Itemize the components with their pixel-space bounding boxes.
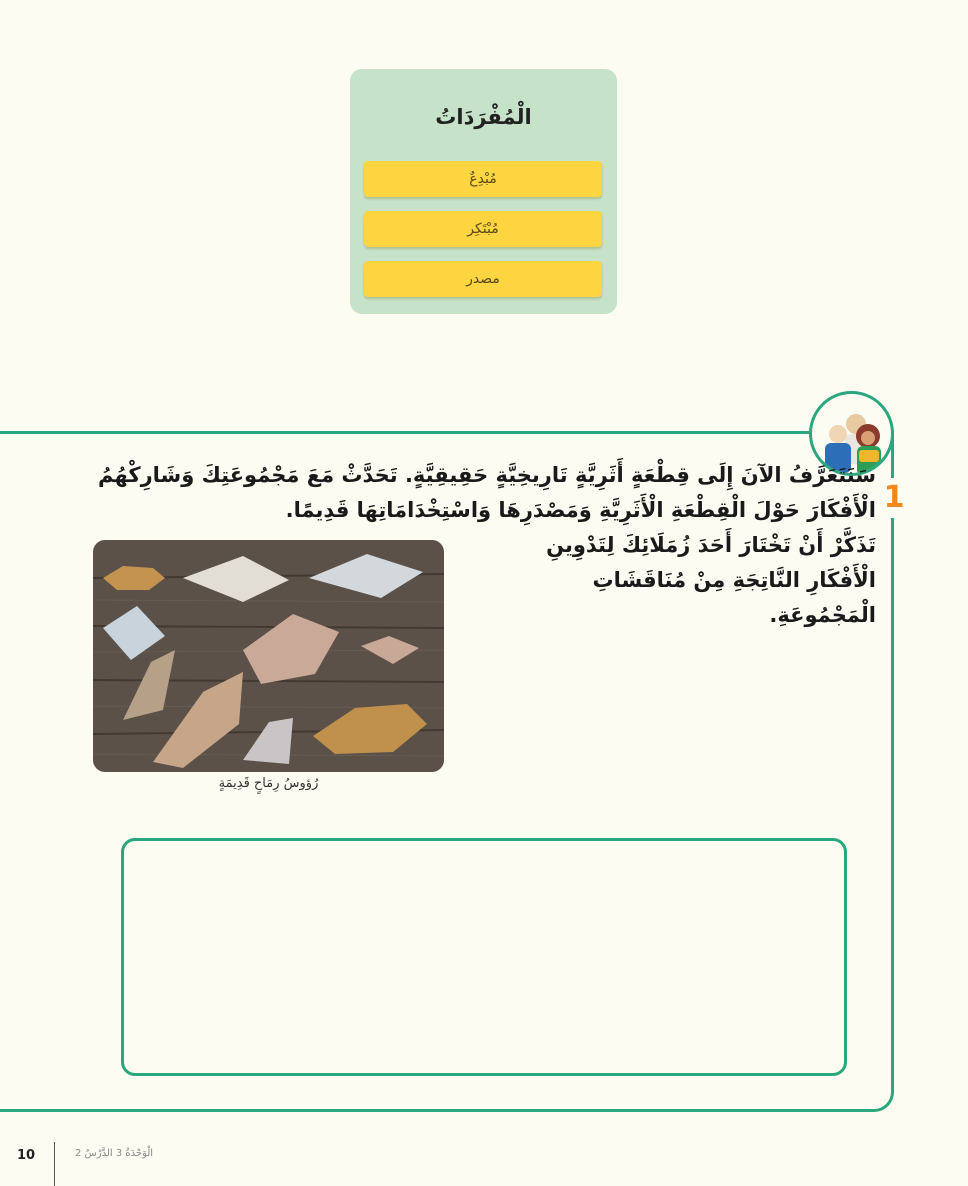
activity-number: 1 <box>880 478 908 518</box>
unit-lesson-label: الْوَحْدَةُ 3 الدَّرْسُ 2 <box>75 1148 154 1159</box>
page-number: 10 <box>17 1148 36 1163</box>
vocabulary-word: مُبْتَكِر <box>364 211 602 247</box>
arrowheads-photo <box>93 540 444 772</box>
vocabulary-box <box>350 69 617 314</box>
vocabulary-title: الْمُفْرَدَاتُ <box>435 105 532 129</box>
activity-instructions: سَنَتَعَرَّفُ الآنَ إِلَى قِطْعَةٍ أَثَرِيَّةٍ تَارِيخِيَّةٍ حَقِيقِيَّةٍ. تَحَدَّثْ مَعَ مَجْمُوعَتِكَ وَشَارِكْهُمُ الْأَفْكَارَ حَوْلَ الْقِطْعَةِ الْأَثَرِيَّةِ وَمَصْدَرِهَا وَاسْتِخْدَامَاتِهَا قَدِيمًا. <box>98 463 876 522</box>
vocabulary-word: مصدر <box>364 261 602 297</box>
photo-caption: رُؤوسُ رِمَاحٍ قَدِيمَةٍ <box>218 776 319 791</box>
activity-reminder: تَذَكَّرْ أَنْ تَخْتَارَ أَحَدَ زُمَلَائِكَ لِتَدْوِينِ الْأَفْكَارِ النَّاتِجَةِ مِنْ مُنَاقَشَاتِ الْمَجْمُوعَةِ. <box>546 533 876 627</box>
vocabulary-word: مُبْدِعٌ <box>364 161 602 197</box>
answer-box[interactable] <box>121 838 847 1076</box>
footer-divider <box>54 1142 55 1186</box>
